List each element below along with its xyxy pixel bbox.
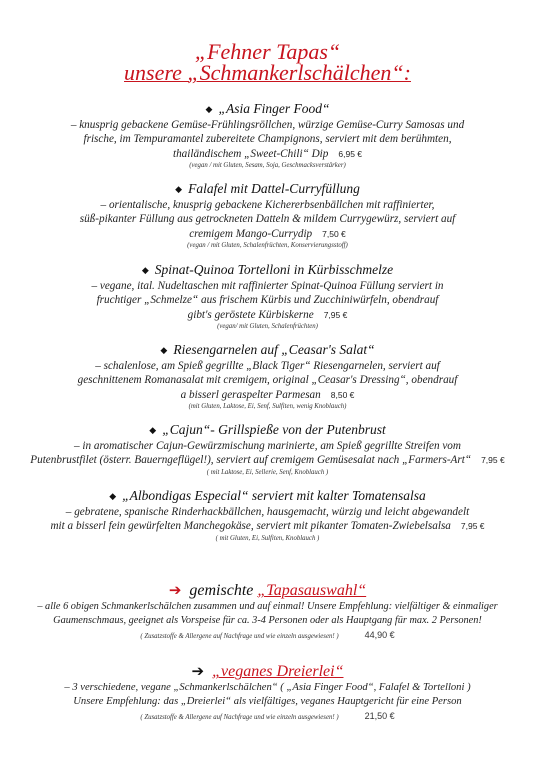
menu-title: „Fehner Tapas“ — [194, 39, 341, 64]
item-desc-line: thailändischem „Sweet-Chili“ Dip 6,95 € — [172, 147, 363, 160]
menu-subtitle: unsere „Schmankerlschälchen“: — [124, 60, 411, 85]
combo-tapasauswahl — [0, 582, 535, 641]
item-desc-line: – knusprig gebackene Gemüse-Frühlingsröllchen, würzige Gemüse-Curry Samosas und — [70, 119, 465, 131]
item-desc-line: süß-pikanter Füllung aus getrockneten Datteln & mildem Currygewürz, serviert auf — [79, 213, 456, 226]
combo-desc-line: – 3 verschiedene, vegane „Schmankerlschälchen“ ( „Asia Finger Food“, Falafel & Tortelloni ) — [64, 682, 471, 693]
item-price: 6,95 € — [338, 148, 363, 159]
item-allergen-note: (vegan/ mit Gluten, Schalenfrüchten) — [217, 322, 318, 330]
combo-desc-line: Unsere Empfehlung: das „Dreierlei“ als vielfältiges, veganes Hauptgericht für eine Person — [73, 696, 462, 708]
arrow-right-icon: ➔ — [191, 664, 205, 680]
item-desc-line: cremigem Mango-Currydip 7,50 € — [189, 227, 346, 240]
item-desc-line: – gebratene, spanische Rinderhackbällchen, hausgemacht, würzig und leicht abgewandelt — [65, 506, 470, 518]
item-desc-line: a bisserl geraspelter Parmesan 8,50 € — [180, 388, 355, 401]
item-desc-line: – orientalische, knusprig gebackene Kichererbsenbällchen mit raffinierter, — [100, 199, 435, 211]
arrow-right-icon: ➔ — [168, 583, 182, 599]
diamond-bullet-icon: ◆ — [205, 104, 213, 114]
item-price: 8,50 € — [330, 389, 355, 400]
item-heading: ◆ Spinat-Quinoa Tortelloni in Kürbisschmelze — [141, 262, 394, 277]
item-heading: ◆ Riesengarnelen auf „Ceasar's Salat“ — [160, 342, 375, 357]
item-price: 7,50 € — [322, 228, 346, 239]
item-heading: ◆ Falafel mit Dattel-Curryfüllung — [175, 181, 360, 196]
diamond-bullet-icon: ◆ — [141, 265, 149, 275]
item-heading: ◆ „Asia Finger Food“ — [205, 101, 330, 116]
item-desc-line: Putenbrustfilet (österr. Bauerngeflügel!), serviert auf cremigem Gemüsesalat nach „Farmers-Art“ 7,95 € — [30, 454, 505, 467]
item-desc-line: fruchtiger „Schmelze“ aus frischem Kürbis und Zucchiniwürfeln, obendrauf — [96, 294, 439, 307]
combo-heading: ➔ gemischte „Tapasauswahl“ — [168, 582, 367, 599]
menu-item-asia-finger-food — [0, 101, 535, 170]
combo-heading: ➔ „veganes Dreierlei“ — [191, 663, 344, 680]
item-desc-line: – in aromatischer Cajun-Gewürzmischung marinierte, am Spieß gegrillte Streifen vom — [74, 440, 461, 452]
diamond-bullet-icon: ◆ — [175, 184, 183, 194]
combo-price: 21,50 € — [364, 710, 395, 721]
item-allergen-note: ( mit Gluten, Ei, Sulfiten, Knoblauch ) — [215, 534, 320, 542]
combo-note-row: ( Zusatzstoffe & Allergene auf Nachfrage und wie einzeln ausgewiesen! ) 21,50 € — [140, 710, 395, 721]
combo-price: 44,90 € — [364, 629, 395, 640]
item-desc-line: frische, im Tempuramantel zubereitete Champignons, serviert mit dem berühmten, — [83, 133, 452, 146]
item-heading: ◆ „Cajun“- Grillspieße von der Putenbrust — [149, 422, 386, 437]
menu-item-albondigas — [0, 488, 535, 543]
diamond-bullet-icon: ◆ — [109, 491, 117, 501]
menu-item-tortelloni — [0, 262, 535, 331]
diamond-bullet-icon: ◆ — [160, 345, 168, 355]
item-allergen-note: (vegan / mit Gluten, Sesam, Soja, Geschmacksverstärker) — [189, 161, 346, 169]
combo-veganes-dreierlei — [0, 663, 535, 722]
item-allergen-note: (vegan / mit Gluten, Schalenfrüchten, Konservierungsstoff) — [187, 241, 348, 249]
item-allergen-note: (mit Gluten, Laktose, Ei, Senf, Sulfiten, wenig Knoblauch) — [188, 402, 347, 410]
combo-desc-line: Gaumenschmaus, geeignet als Vorspeise für ca. 3-4 Personen oder als Hauptgang für max. 2 Personen! — [53, 615, 482, 627]
item-price: 7,95 € — [481, 455, 505, 466]
item-price: 7,95 € — [460, 521, 485, 532]
combo-desc-line: – alle 6 obigen Schmankerlschälchen zusammen und auf einmal! Unsere Empfehlung: vielfältiger & einmaliger — [37, 601, 498, 612]
item-allergen-note: ( mit Laktose, Ei, Sellerie, Senf, Knoblauch ) — [206, 468, 329, 476]
item-desc-line: – vegane, ital. Nudeltaschen mit raffinierter Spinat-Quinoa Füllung serviert in — [91, 280, 444, 292]
item-heading: ◆ „Albondigas Especial“ serviert mit kalter Tomatensalsa — [109, 488, 426, 503]
menu-item-cajun-grillspiesse — [0, 422, 535, 477]
item-desc-line: gibt's geröstete Kürbiskerne 7,95 € — [187, 308, 348, 321]
menu-item-falafel — [0, 181, 535, 250]
menu-item-riesengarnelen — [0, 342, 535, 411]
diamond-bullet-icon: ◆ — [149, 425, 157, 435]
item-price: 7,95 € — [323, 309, 348, 320]
item-desc-line: – schalenlose, am Spieß gegrillte „Black Tiger“ Riesengarnelen, serviert auf — [95, 360, 440, 372]
item-desc-line: geschnittenem Romanasalat mit cremigem, original „Ceasar's Dressing“, obendrauf — [77, 374, 458, 387]
item-desc-line: mit a bisserl fein gewürfelten Manchegokäse, serviert mit pikanter Tomaten-Zwiebelsalsa 7,95 € — [50, 520, 485, 533]
combo-note-row: ( Zusatzstoffe & Allergene auf Nachfrage und wie einzeln ausgewiesen! ) 44,90 € — [140, 629, 395, 640]
